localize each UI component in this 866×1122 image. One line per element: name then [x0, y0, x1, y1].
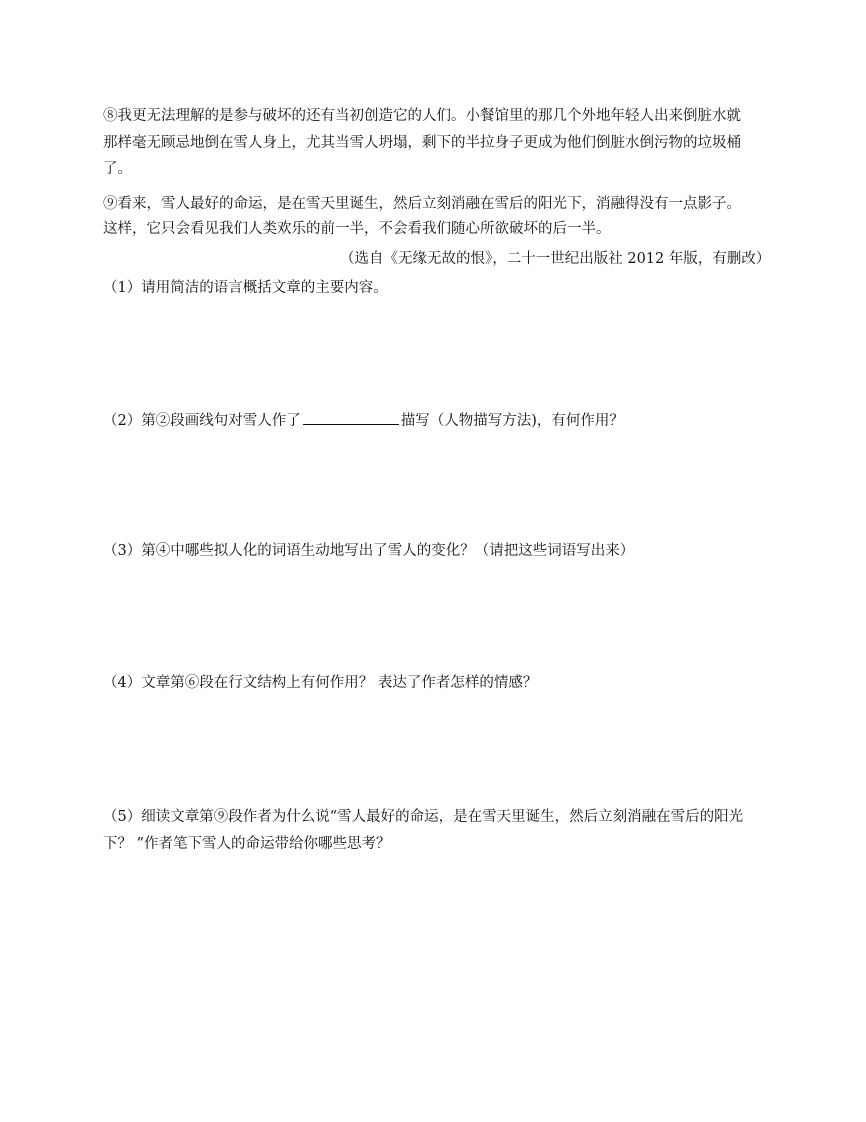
- source-citation: （选自《无缘无故的恨》，二十一世纪出版社 2012 年版，有删改）: [340, 251, 771, 267]
- question-2-text-after: 描写（人物描写方法)，有何作用？: [400, 413, 624, 429]
- paragraph-9-line-1: ⑨看来，雪人最好的命运，是在雪天里诞生，然后立刻消融在雪后的阳光下，消融得没有一点影子。: [103, 196, 741, 212]
- question-1: （1）请用简洁的语言概括文章的主要内容。: [103, 280, 388, 296]
- question-4: （4）文章第⑥段在行文结构上有何作用？ 表达了作者怎样的情感？: [103, 675, 538, 691]
- question-2: [103, 410, 624, 431]
- answer-blank[interactable]: [303, 410, 399, 425]
- paragraph-9-line-2: 这样，它只会看见我们人类欢乐的前一半，不会看我们随心所欲破坏的后一半。: [103, 221, 611, 237]
- paragraph-8-line-1: ⑧我更无法理解的是参与破坏的还有当初创造它的人们。小餐馆里的那几个外地年轻人出来倒脏水就: [103, 108, 741, 124]
- paragraph-8-line-3: 了。: [103, 161, 132, 177]
- question-3: （3）第④中哪些拟人化的词语生动地写出了雪人的变化？（请把这些词语写出来）: [103, 543, 635, 559]
- question-5-line-2: 下？ ”作者笔下雪人的命运带给你哪些思考？: [103, 836, 391, 852]
- question-5-line-1: （5）细读文章第⑨段作者为什么说“雪人最好的命运，是在雪天里诞生，然后立刻消融在雪后的阳光: [103, 809, 744, 825]
- question-2-text-before: （2）第②段画线句对雪人作了: [103, 413, 301, 429]
- paragraph-8-line-2: 那样毫无顾忌地倒在雪人身上，尤其当雪人坍塌，剩下的半拉身子更成为他们倒脏水倒污物的垃圾桶: [103, 135, 741, 151]
